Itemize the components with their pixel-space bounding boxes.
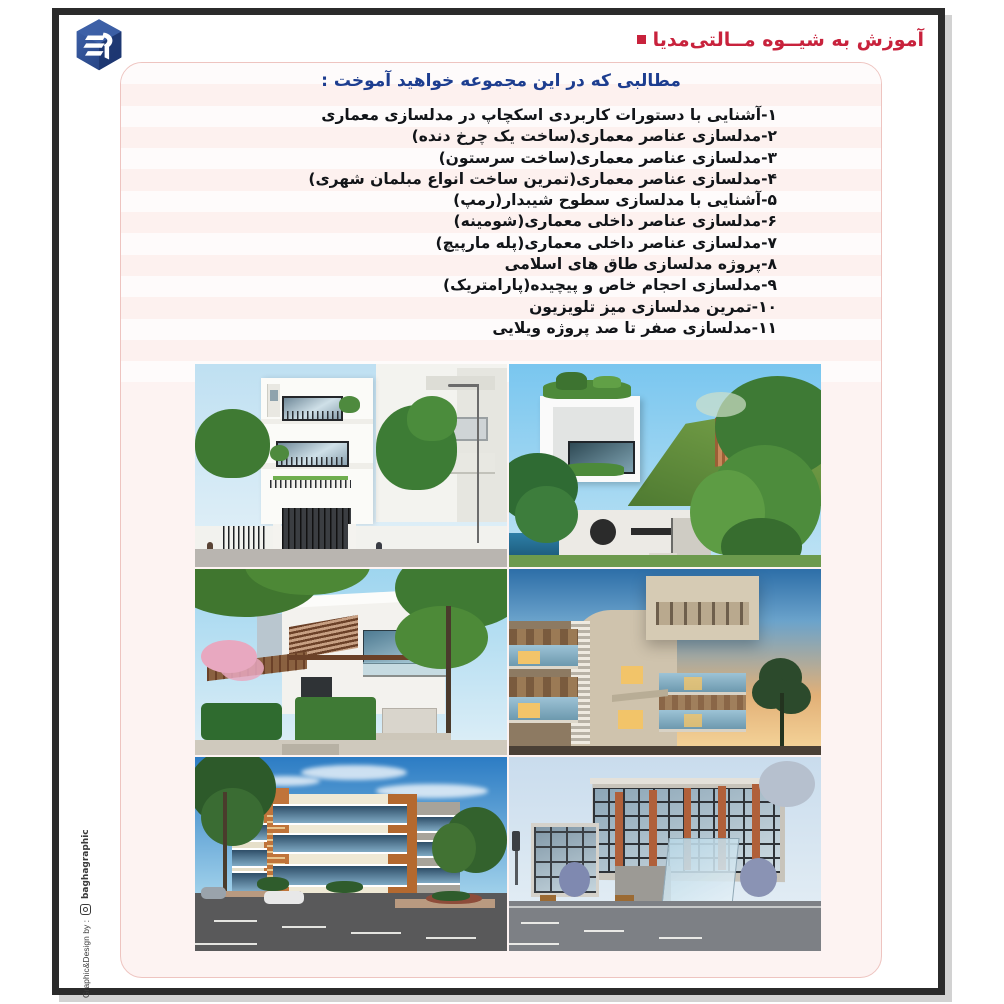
credit-label: Graphic&Design by :: [80, 920, 91, 998]
gallery-image-modern-white-townhouse-render[interactable]: [195, 364, 507, 567]
gallery-image-commercial-office-building[interactable]: [195, 757, 507, 951]
sketchup-hex-logo-icon: [71, 17, 127, 73]
credit-handle: baghagraphic: [80, 829, 91, 900]
topic-list-item: ۹-مدلسازی احجام خاص و پیچیده(پارامتریک): [443, 276, 777, 295]
topic-list-item: ۱۱-مدلسازی صفر تا صد پروژه ویلایی: [492, 318, 777, 337]
topic-list-item: ۸-پروژه مدلسازی طاق های اسلامی: [504, 255, 777, 274]
red-square-bullet-icon: [637, 35, 646, 44]
project-gallery: [195, 364, 821, 951]
gallery-image-pergola-hillside-villa[interactable]: [195, 569, 507, 755]
gallery-image-tropical-green-roof-villa[interactable]: [509, 364, 821, 567]
page-header: [59, 15, 938, 70]
topic-list-item: ۶-مدلسازی عناصر داخلی معماری(شومینه): [453, 212, 777, 231]
stripe-row: [121, 340, 881, 361]
topic-list-item: ۲-مدلسازی عناصر معماری(ساخت یک چرخ دنده): [411, 127, 777, 146]
topic-list-item: ۱-آشنایی با دستورات کاربردی اسکچاپ در مدلسازی معماری: [321, 106, 777, 124]
gallery-image-sunset-apartment-block[interactable]: [509, 569, 821, 755]
course-topic-list: [197, 105, 777, 339]
gallery-image-glass-atrium-institutional[interactable]: [509, 757, 821, 951]
brand-lockup: [637, 29, 924, 51]
designer-credit: [56, 829, 91, 1000]
topic-list-item: ۳-مدلسازی عناصر معماری(ساخت سرستون): [438, 148, 777, 167]
topic-list-item: ۵-آشنایی با مدلسازی سطوح شیبدار(رمپ): [453, 191, 777, 210]
content-card: [120, 62, 882, 978]
topic-list-item: ۷-مدلسازی عناصر داخلی معماری(پله مارپیچ): [435, 233, 777, 252]
topic-list-item: ۴-مدلسازی عناصر معماری(تمرین ساخت انواع مبلمان شهری): [308, 169, 777, 188]
brand-title: آموزش به شیــوه مــالتی‌مدیا: [652, 29, 924, 51]
instagram-icon: [80, 904, 91, 915]
topic-list-item: ۱۰-تمرین مدلسازی میز تلویزیون: [529, 297, 777, 316]
card-title: مطالبی که در این مجموعه خواهید آموخت :: [321, 71, 681, 91]
